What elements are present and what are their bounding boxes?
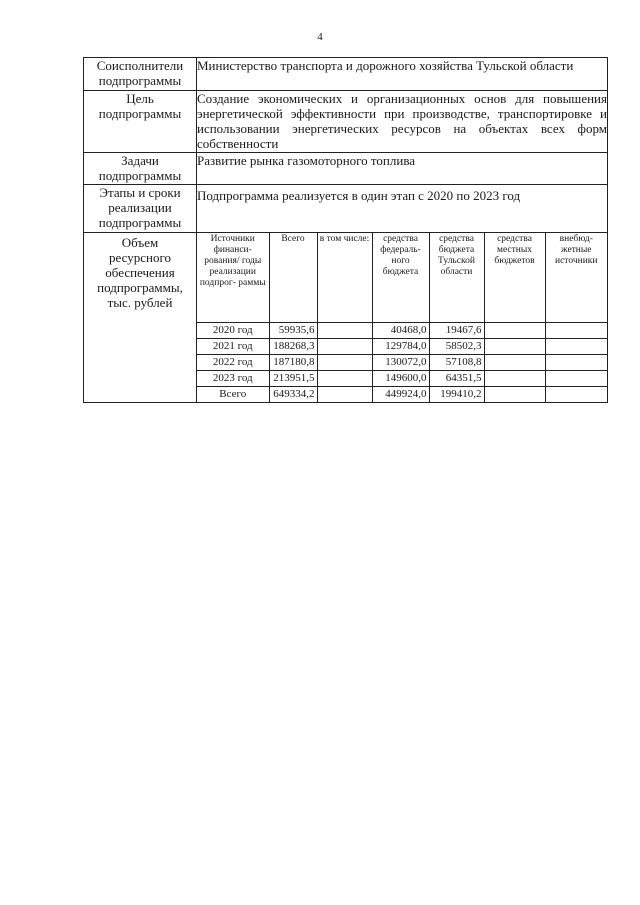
- table-row: [197, 387, 607, 403]
- label-tasks: [84, 153, 197, 185]
- regional-cell: 64351,5: [429, 371, 484, 387]
- including-cell: [317, 387, 372, 403]
- row-volume: [84, 233, 608, 403]
- including-cell: [317, 339, 372, 355]
- finance-header-row: [197, 233, 607, 323]
- table-row: [197, 371, 607, 387]
- label-volume: [84, 233, 197, 403]
- finance-table: [197, 233, 607, 402]
- header-regional: средства бюджета Тульской области: [429, 233, 484, 323]
- subprogram-passport-table: [83, 57, 608, 403]
- extra-cell: [545, 387, 607, 403]
- page-number: 4: [317, 31, 323, 43]
- year-cell: 2023 год: [197, 371, 269, 387]
- label-line: подпрограммы,: [97, 280, 183, 295]
- federal-cell: 149600,0: [372, 371, 429, 387]
- extra-cell: [545, 339, 607, 355]
- total-cell: 649334,2: [269, 387, 317, 403]
- label-line: реализации: [108, 200, 172, 215]
- label-line: Этапы и сроки: [99, 185, 181, 200]
- year-cell: Всего: [197, 387, 269, 403]
- tasks-text: Развитие рынка газомоторного топлива: [197, 153, 608, 185]
- label-line: подпрограммы: [98, 106, 182, 121]
- header-including: в том числе:: [317, 233, 372, 323]
- label-line: Задачи: [121, 153, 159, 168]
- regional-cell: 199410,2: [429, 387, 484, 403]
- local-cell: [484, 371, 545, 387]
- federal-cell: 40468,0: [372, 323, 429, 339]
- local-cell: [484, 387, 545, 403]
- local-cell: [484, 323, 545, 339]
- including-cell: [317, 323, 372, 339]
- year-cell: 2020 год: [197, 323, 269, 339]
- label-line: подпрограммы: [98, 168, 182, 183]
- row-goal: [84, 91, 608, 153]
- coexecutors-text: Министерство транспорта и дорожного хозяйства Тульской области: [197, 58, 608, 91]
- table-row: [197, 323, 607, 339]
- extra-cell: [545, 371, 607, 387]
- label-stages: [84, 185, 197, 233]
- header-federal: средства федераль- ного бюджета: [372, 233, 429, 323]
- year-cell: 2021 год: [197, 339, 269, 355]
- header-extra: внебюд- жетные источники: [545, 233, 607, 323]
- extra-cell: [545, 323, 607, 339]
- header-source: Источники финанси- рования/ годы реализации подпрог- раммы: [197, 233, 269, 323]
- including-cell: [317, 371, 372, 387]
- row-coexecutors: [84, 58, 608, 91]
- including-cell: [317, 355, 372, 371]
- year-cell: 2022 год: [197, 355, 269, 371]
- header-total: Всего: [269, 233, 317, 323]
- table-row: [197, 339, 607, 355]
- header-local: средства местных бюджетов: [484, 233, 545, 323]
- row-tasks: [84, 153, 608, 185]
- total-cell: 213951,5: [269, 371, 317, 387]
- label-line: Цель: [126, 91, 154, 106]
- table-row: [197, 355, 607, 371]
- label-coexecutors: [84, 58, 197, 91]
- local-cell: [484, 339, 545, 355]
- total-cell: 187180,8: [269, 355, 317, 371]
- federal-cell: 129784,0: [372, 339, 429, 355]
- extra-cell: [545, 355, 607, 371]
- label-line: тыс. рублей: [107, 295, 173, 310]
- total-cell: 188268,3: [269, 339, 317, 355]
- regional-cell: 57108,8: [429, 355, 484, 371]
- local-cell: [484, 355, 545, 371]
- regional-cell: 58502,3: [429, 339, 484, 355]
- label-line: подпрограммы: [98, 215, 182, 230]
- total-cell: 59935,6: [269, 323, 317, 339]
- federal-cell: 130072,0: [372, 355, 429, 371]
- goal-text: Создание экономических и организационных основ для повышения энергетической эффективности при производстве, транспортировке и использовании энергетических ресурсов на объектах всех форм собственности: [197, 91, 607, 151]
- label-line: подпрограммы: [98, 73, 182, 88]
- label-goal: [84, 91, 197, 153]
- finance-cell: [197, 233, 608, 403]
- label-line: Объем: [121, 235, 159, 250]
- federal-cell: 449924,0: [372, 387, 429, 403]
- label-line: Соисполнители: [96, 58, 184, 73]
- row-stages: [84, 185, 608, 233]
- label-line: ресурсного: [109, 250, 171, 265]
- stages-text: Подпрограмма реализуется в один этап с 2020 по 2023 год: [197, 185, 608, 233]
- regional-cell: 19467,6: [429, 323, 484, 339]
- label-line: обеспечения: [105, 265, 175, 280]
